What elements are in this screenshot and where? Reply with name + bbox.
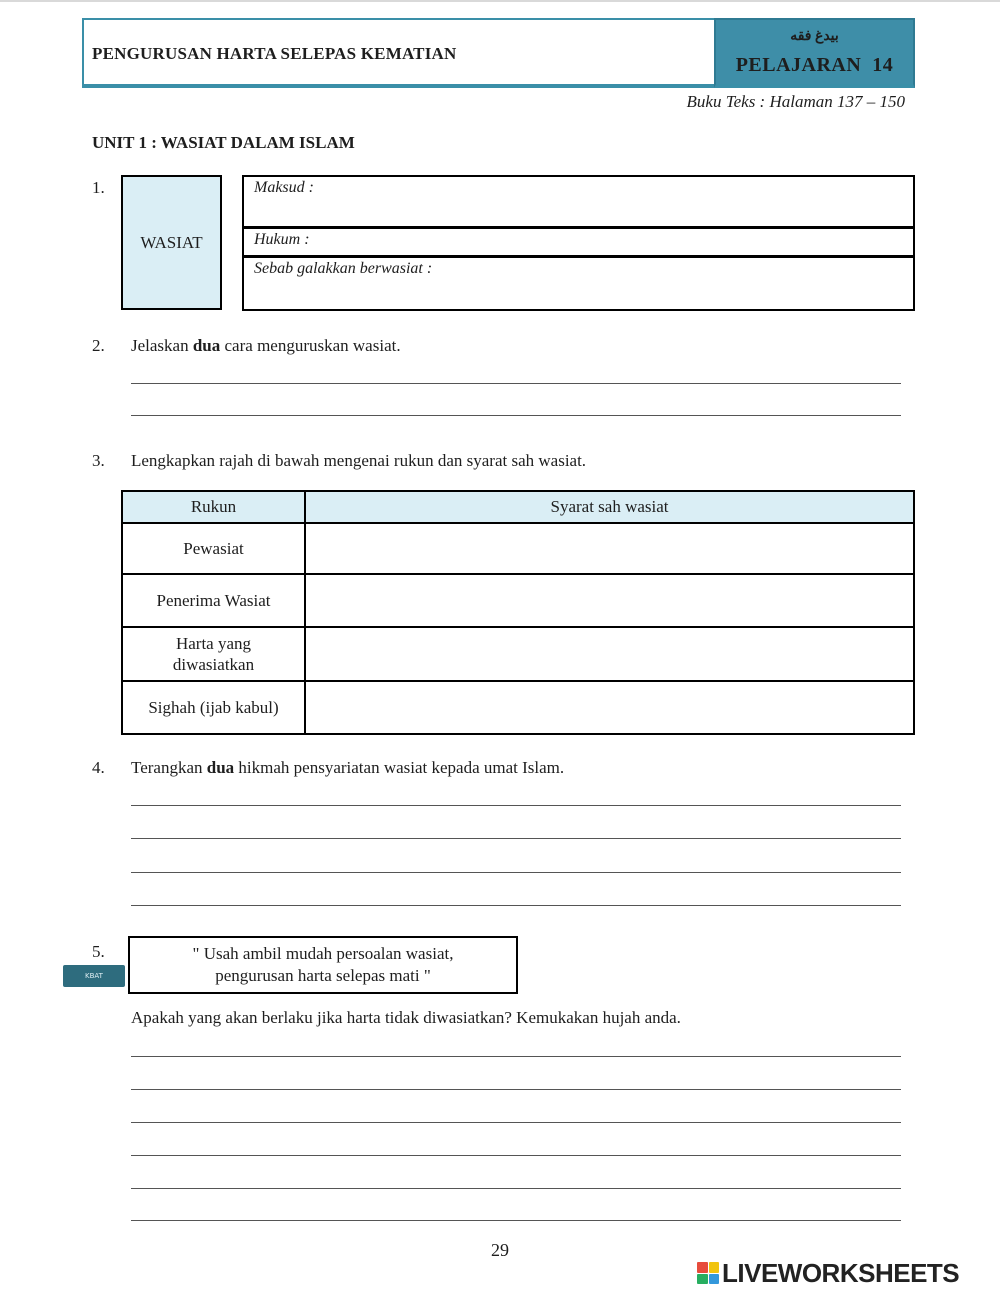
syarat-answer-cell[interactable]: [305, 574, 914, 627]
quote-line: " Usah ambil mudah persoalan wasiat,: [192, 944, 454, 963]
liveworksheets-logo: [697, 1258, 959, 1288]
question-5-text: Apakah yang akan berlaku jika harta tidak diwasiatkan? Kemukakan hujah anda.: [131, 1008, 681, 1027]
question-number: 3.: [92, 451, 105, 470]
lesson-subject-arabic: بيدغ فقه: [790, 29, 839, 44]
table-row: [122, 523, 914, 574]
answer-line[interactable]: [131, 905, 901, 906]
rukun-table: [121, 490, 915, 735]
logo-square: [709, 1274, 720, 1285]
quote-line: pengurusan harta selepas mati ": [215, 966, 431, 985]
hukum-field[interactable]: [242, 227, 915, 257]
table-row: [122, 574, 914, 627]
wasiat-label: WASIAT: [140, 232, 203, 252]
rukun-cell: Sighah (ijab kabul): [122, 681, 305, 734]
wasiat-label-box: [121, 175, 222, 310]
worksheet-title: PENGURUSAN HARTA SELEPAS KEMATIAN: [92, 44, 457, 63]
answer-line[interactable]: [131, 1220, 901, 1221]
top-border: [0, 0, 1000, 2]
table-row: [122, 681, 914, 734]
answer-line[interactable]: [131, 838, 901, 839]
sebab-label: Sebab galakkan berwasiat :: [254, 260, 433, 277]
answer-line[interactable]: [131, 383, 901, 384]
syarat-answer-cell[interactable]: [305, 681, 914, 734]
answer-line[interactable]: [131, 872, 901, 873]
maksud-label: Maksud :: [254, 179, 314, 196]
column-header-rukun: Rukun: [122, 491, 305, 523]
liveworksheets-text: LIVEWORKSHEETS: [722, 1257, 960, 1288]
question-number: 5.: [92, 942, 105, 961]
liveworksheets-icon: [697, 1262, 719, 1284]
page-number: 29: [491, 1240, 509, 1260]
logo-square: [697, 1262, 708, 1273]
table-header-row: [122, 491, 914, 523]
answer-line[interactable]: [131, 1155, 901, 1156]
answer-line[interactable]: [131, 805, 901, 806]
answer-line[interactable]: [131, 1122, 901, 1123]
rukun-cell: Pewasiat: [122, 523, 305, 574]
question-4-text: Terangkan dua hikmah pensyariatan wasiat kepada umat Islam.: [131, 758, 565, 777]
kbat-badge: KBAT: [63, 965, 125, 987]
answer-line[interactable]: [131, 1188, 901, 1189]
syarat-answer-cell[interactable]: [305, 627, 914, 681]
question-2-text: Jelaskan dua cara menguruskan wasiat.: [131, 336, 401, 355]
rukun-cell: Harta yang diwasiatkan: [122, 627, 305, 681]
sebab-field[interactable]: [242, 256, 915, 311]
logo-square: [697, 1274, 708, 1285]
column-header-syarat: Syarat sah wasiat: [305, 491, 914, 523]
hukum-label: Hukum :: [254, 231, 310, 248]
question-number: 2.: [92, 336, 105, 355]
question-number: 1.: [92, 178, 105, 197]
textbook-reference: Buku Teks : Halaman 137 – 150: [686, 92, 905, 111]
table-row: [122, 627, 914, 681]
answer-line[interactable]: [131, 1089, 901, 1090]
syarat-answer-cell[interactable]: [305, 523, 914, 574]
unit-title: UNIT 1 : WASIAT DALAM ISLAM: [92, 133, 355, 152]
maksud-field[interactable]: [242, 175, 915, 228]
rukun-cell: Penerima Wasiat: [122, 574, 305, 627]
logo-square: [709, 1262, 720, 1273]
lesson-number: PELAJARAN 14: [735, 54, 894, 76]
question-3-text: Lengkapkan rajah di bawah mengenai rukun dan syarat sah wasiat.: [131, 451, 587, 470]
question-number: 4.: [92, 758, 105, 777]
answer-line[interactable]: [131, 415, 901, 416]
answer-line[interactable]: [131, 1056, 901, 1057]
quote-box: [128, 936, 518, 994]
